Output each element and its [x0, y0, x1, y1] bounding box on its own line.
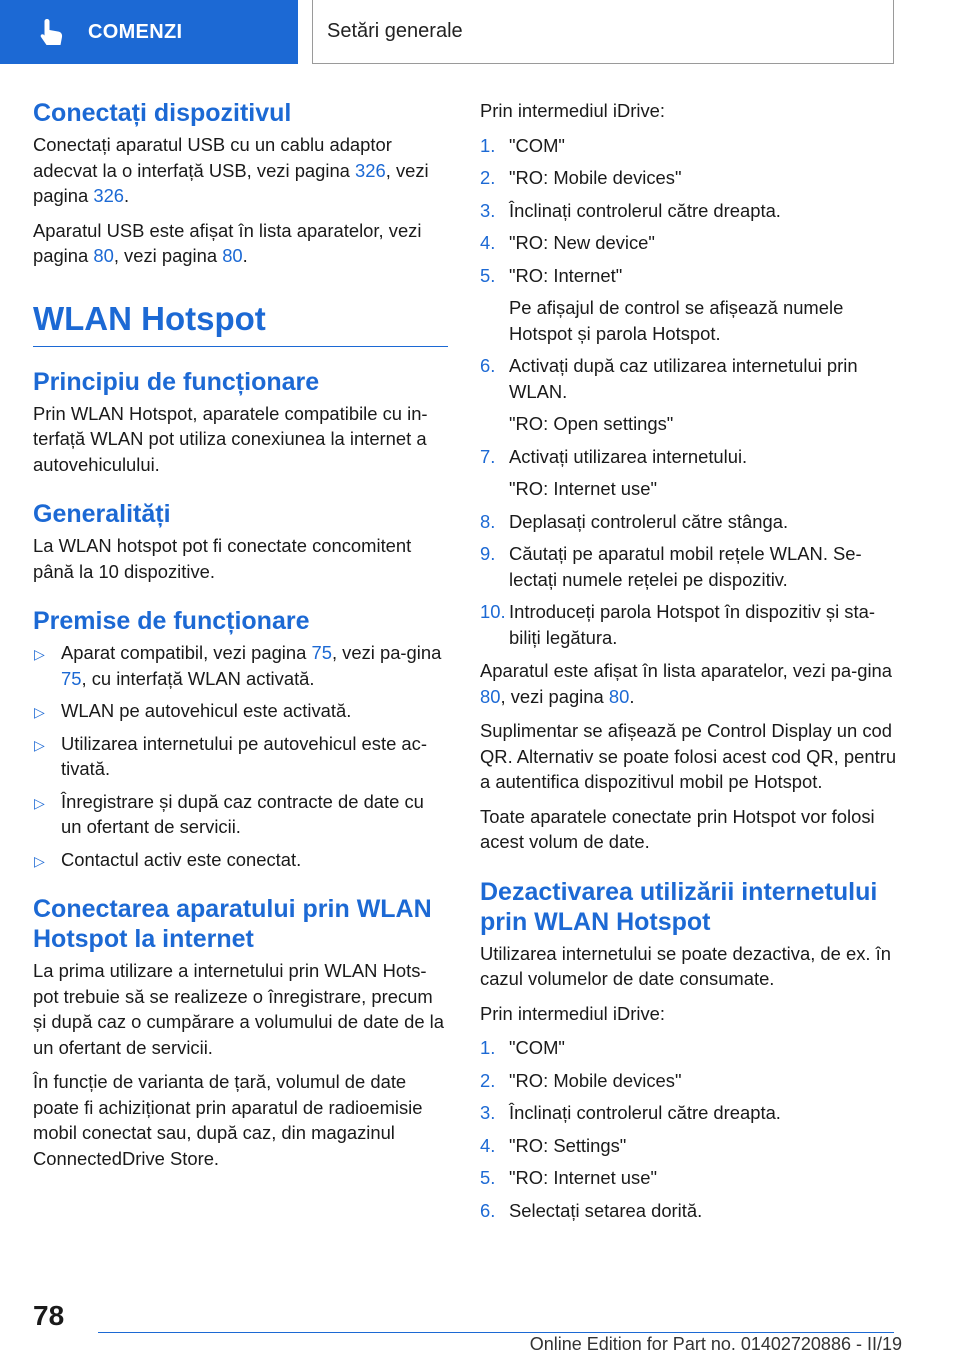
step-item: 1. "COM": [480, 1037, 565, 1058]
step-item: 7. Activați utilizarea internetului. "RO: Internet use": [480, 445, 748, 499]
page-link[interactable]: 80: [480, 685, 501, 707]
step-item: 5. "RO: Internet use": [480, 1167, 657, 1188]
page-number: 78: [33, 1300, 65, 1331]
step-item: 3. Înclinați controlerul către dreapta.: [480, 1102, 781, 1123]
list-item: ▷ Aparat compatibil, vezi pagina 75, vezi pa-gina 75, cu interfață WLAN activată.: [34, 642, 442, 689]
step-item: 3. Înclinați controlerul către dreapta.: [480, 199, 781, 221]
page-link[interactable]: 326: [93, 185, 125, 206]
list-item: ▷ Înregistrare și după caz contracte de date cu un ofertant de servicii.: [34, 790, 424, 837]
triangle-bullet-icon: ▷: [34, 736, 45, 753]
footer-divider: [98, 1332, 894, 1333]
connect-device-p1: Conectați aparatul USB cu un cablu adaptor adecvat la o interfață USB, vezi pagina 326, vezi pagina 326.: [33, 134, 429, 206]
step-item: 9. Căutați pe aparatul mobil rețele WLAN. Se-lectați numele rețelei pe dispozitiv.: [480, 543, 862, 590]
step-item: 6. Activați după caz utilizarea internetului prin WLAN. "RO: Open settings": [480, 355, 858, 434]
setup-steps: [480, 133, 900, 651]
prereq-heading: Premise de funcționare: [33, 607, 310, 635]
qr-code-text: Suplimentar se afișează pe Control Display un cod QR. Alternativ se poate folosi acest cod QR, pentru a autentifica dispozitivul mobil pe Hotspot.: [480, 720, 897, 792]
deactivate-text: Utilizarea internetului se poate dezactiva, de ex. în cazul volumelor de date consumate.: [480, 942, 891, 989]
step-item: 10. Introduceți parola Hotspot în dispozitiv și sta-biliți legătura.: [480, 601, 875, 648]
idrive-intro: Prin intermediul iDrive:: [480, 100, 665, 121]
connect-internet-p2: În funcție de varianta de țară, volumul de date poate fi achiziționat prin aparatul de radioemisie mobil conectat sau, după caz, din magazinul ConnectedDrive Store.: [33, 1071, 423, 1169]
triangle-bullet-icon: ▷: [34, 646, 45, 662]
step-item: 4. "RO: Settings": [480, 1134, 627, 1156]
step-item: 8. Deplasați controlerul către stânga.: [480, 510, 789, 532]
section-title: Setări generale: [327, 20, 463, 42]
section-tab: [312, 0, 894, 64]
left-column: [33, 98, 448, 1180]
deactivate-steps: [480, 1035, 900, 1223]
list-item: ▷ WLAN pe autovehicul este activată.: [33, 698, 448, 724]
page-link[interactable]: 80: [608, 685, 630, 707]
prereq-list: [33, 640, 448, 872]
triangle-bullet-icon: ▷: [34, 794, 45, 811]
list-item: ▷ Contactul activ este conectat.: [33, 847, 448, 873]
deactivate-intro: Prin intermediul iDrive:: [480, 1002, 665, 1024]
chapter-tab: [0, 0, 298, 64]
page-link[interactable]: 75: [311, 642, 332, 663]
connect-device-heading: Conectați dispozitivul: [33, 99, 292, 127]
edition-text: Online Edition for Part no. 01402720886 - II/19: [529, 1334, 902, 1354]
data-volume-text: Toate aparatele conectate prin Hotspot vor folosi acest volum de date.: [480, 805, 875, 852]
step-item: 4. "RO: New device": [480, 232, 655, 253]
general-text: La WLAN hotspot pot fi conectate concomitent până la 10 dispozitive.: [33, 535, 412, 582]
page-link[interactable]: 80: [93, 245, 114, 266]
chapter-label: COMENZI: [88, 20, 183, 43]
triangle-bullet-icon: ▷: [34, 852, 45, 869]
principle-text: Prin WLAN Hotspot, aparatele compatibile cu in-terfață WLAN pot utiliza conexiunea la internet a autovehiculului.: [33, 402, 428, 475]
connect-internet-p1: La prima utilizare a internetului prin WLAN Hots-pot trebuie să se realizeze o înregistrare, precum și după caz o cumpărare a volumului de date de la un ofertant de servicii.: [33, 960, 444, 1058]
hand-pointer-icon: [38, 17, 66, 47]
list-item: ▷ Utilizarea internetului pe autovehicul este ac-tivată.: [34, 732, 427, 779]
device-list-text: Aparatul este afișat în lista aparatelor, vezi pa-gina 80, vezi pagina 80.: [480, 660, 892, 707]
general-heading: Generalități: [33, 500, 171, 528]
connect-device-p2: Aparatul USB este afișat în lista aparatelor, vezi pagina 80, vezi pagina 80.: [33, 219, 422, 266]
page-link[interactable]: 326: [355, 159, 386, 181]
right-column: [480, 98, 900, 1231]
wlan-hotspot-title: WLAN Hotspot: [33, 299, 448, 347]
principle-heading: Principiu de funcționare: [33, 367, 320, 396]
step-item: 6. Selectați setarea dorită.: [480, 1199, 703, 1221]
page-link[interactable]: 75: [61, 667, 82, 689]
step-item: 2. "RO: Mobile devices": [480, 167, 682, 188]
step-item: 5. "RO: Internet" Pe afișajul de control se afișează numele Hotspot și parola Hotspot.: [480, 264, 844, 344]
step-item: 1. "COM": [480, 134, 565, 156]
deactivate-heading: Dezactivarea utilizării internetului prin WLAN Hotspot: [480, 877, 878, 936]
connect-internet-heading: Conectarea aparatului prin WLAN Hotspot la internet: [33, 895, 432, 953]
triangle-bullet-icon: ▷: [34, 704, 45, 720]
page-link[interactable]: 80: [222, 245, 243, 266]
step-item: 2. "RO: Mobile devices": [480, 1069, 682, 1091]
